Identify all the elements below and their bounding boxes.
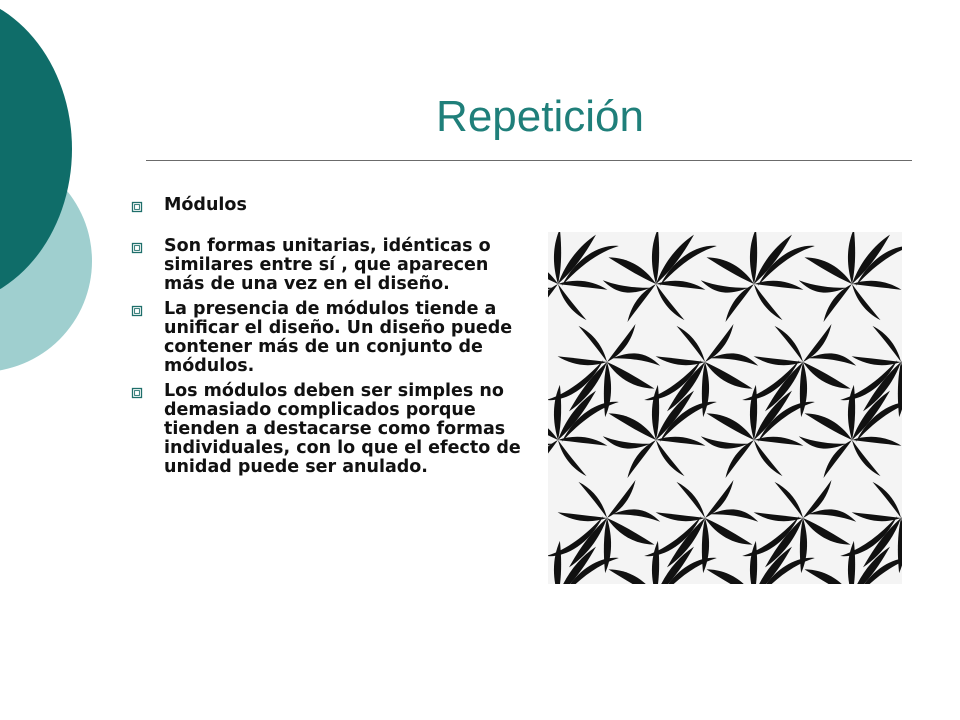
slide-title: Repetición xyxy=(436,92,644,141)
bullet-item xyxy=(128,196,523,215)
bullet-item xyxy=(128,300,523,376)
bullet-item xyxy=(128,237,523,294)
hollow-square-bullet-icon xyxy=(130,304,144,318)
bullet-list xyxy=(128,196,523,477)
hollow-square-bullet-icon xyxy=(130,200,144,214)
bullet-item xyxy=(128,382,523,477)
bullet-text: Los módulos deben ser simples no demasiado complicados porque tienden a destacarse como formas individuales, con lo que el efecto de unidad puede ser anulado. xyxy=(164,381,521,477)
leaf-pattern-image xyxy=(548,232,902,584)
title-divider xyxy=(146,160,912,161)
bullet-text: La presencia de módulos tiende a unificar el diseño. Un diseño puede contener más de un conjunto de módulos. xyxy=(164,299,513,376)
bullet-text: Módulos xyxy=(164,195,247,215)
hollow-square-bullet-icon xyxy=(130,241,144,255)
hollow-square-bullet-icon xyxy=(130,386,144,400)
bullet-text: Son formas unitarias, idénticas o similares entre sí , que aparecen más de una vez en el diseño. xyxy=(164,236,491,294)
